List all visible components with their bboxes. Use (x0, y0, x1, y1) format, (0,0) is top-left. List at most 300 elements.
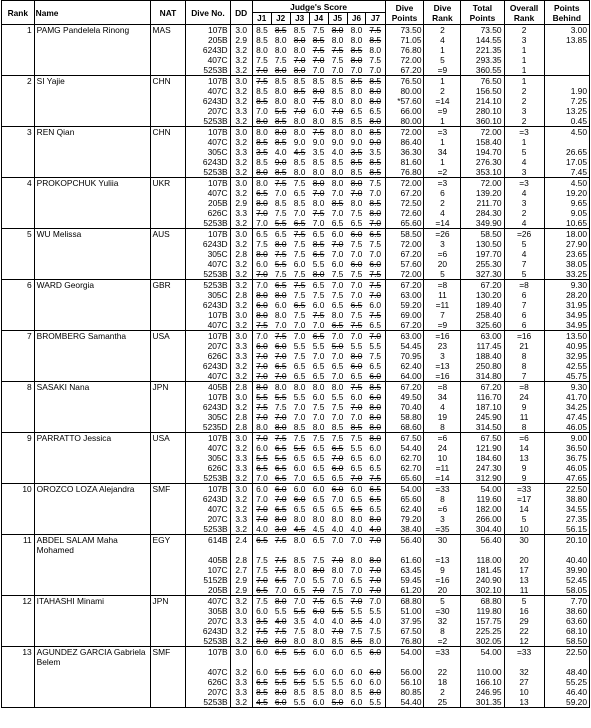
judge-score: 7.5 (293, 269, 306, 279)
athlete-name: SI Yajie (34, 76, 150, 87)
dive-row (2, 127, 590, 138)
dive-row (2, 514, 590, 524)
overall-rank: 2 (504, 25, 544, 36)
dive-row (2, 351, 590, 361)
dive-row (2, 463, 590, 473)
total-points: 349.90 (461, 218, 504, 229)
judge-score: 6.5 (252, 535, 271, 556)
judge-score: 7.0 (312, 55, 325, 65)
judge-score: 5.5 (274, 677, 287, 687)
dive-rank: =13 (424, 361, 461, 371)
points-behind: 47.65 (544, 473, 589, 484)
judge-score: 7.0 (256, 106, 268, 116)
points-behind: 3.00 (544, 25, 589, 36)
total-points: 225.25 (461, 626, 504, 636)
total-points: 116.70 (461, 392, 504, 402)
points-behind: 9.30 (544, 280, 589, 291)
dive-number: 407C (186, 504, 230, 514)
athlete-name-blank (34, 626, 150, 636)
dive-dd: 3.0 (230, 647, 252, 668)
total-points: 117.45 (461, 341, 504, 351)
dive-number: 6243D (186, 239, 230, 249)
judge-score: 4.5 (312, 524, 325, 534)
dive-points: 68.60 (385, 422, 424, 433)
judge-score: 6.5 (350, 575, 363, 585)
judge-score: 6.5 (331, 504, 344, 514)
overall-rank: 9 (504, 402, 544, 412)
dive-number: 107B (186, 127, 230, 138)
judge-score: 4.0 (366, 616, 385, 626)
judge-score: 6.5 (350, 371, 363, 381)
athlete-rank: 9 (2, 433, 35, 444)
athlete-nat-blank (150, 218, 186, 229)
judge-score: 6.0 (256, 341, 268, 351)
results-table (1, 0, 590, 708)
points-behind: 36.50 (544, 443, 589, 453)
total-points: 181.45 (461, 565, 504, 575)
judge-score: 7.5 (290, 433, 309, 444)
dive-number: 305C (186, 147, 230, 157)
athlete-rank-blank (2, 463, 35, 473)
judge-score: 8.0 (366, 116, 385, 127)
judge-score: 7.0 (290, 596, 309, 607)
judge-score: 7.5 (312, 290, 325, 300)
dive-row (2, 96, 590, 106)
judge-score: 7.0 (256, 473, 268, 483)
dive-points: 59.20 (385, 300, 424, 310)
judge-score: 7.0 (347, 280, 366, 291)
dive-dd: 3.3 (230, 677, 252, 687)
points-behind: 31.95 (544, 300, 589, 310)
athlete-nat-blank (150, 86, 186, 96)
points-behind: 46.40 (544, 687, 589, 697)
judge-score: 8.5 (271, 76, 290, 87)
judge-score: 5.5 (293, 341, 306, 351)
points-behind: 52.45 (544, 575, 589, 585)
judge-score: 8.0 (312, 198, 325, 208)
judge-score: 7.5 (347, 382, 366, 393)
judge-score: 6.5 (256, 188, 268, 198)
points-behind: 38.80 (544, 494, 589, 504)
athlete-nat-blank (150, 575, 186, 585)
points-behind: 4.50 (544, 178, 589, 189)
athlete-nat-blank (150, 300, 186, 310)
overall-rank: 7 (504, 259, 544, 269)
dive-row (2, 402, 590, 412)
name-header: Name (34, 1, 150, 25)
athlete-name-blank (34, 290, 150, 300)
total-points: 302.05 (461, 636, 504, 647)
overall-rank: 5 (504, 514, 544, 524)
dive-rank: 18 (424, 677, 461, 687)
athlete-nat-blank (150, 96, 186, 106)
athlete-name-blank (34, 320, 150, 331)
judge-score: 7.0 (331, 65, 344, 75)
total-points: 304.40 (461, 524, 504, 535)
judge-score: 7.0 (328, 280, 347, 291)
dive-row (2, 443, 590, 453)
overall-rank: 13 (504, 575, 544, 585)
judge-score: 7.0 (293, 402, 306, 412)
athlete-rank-blank (2, 677, 35, 687)
dive-rank: 30 (424, 535, 461, 556)
athlete-name-blank (34, 351, 150, 361)
judge-score: 7.0 (293, 320, 306, 330)
dive-number: 626C (186, 351, 230, 361)
dive-rank: =14 (424, 473, 461, 484)
overall-rank: 1 (504, 55, 544, 65)
judge-score: 6.5 (366, 229, 385, 240)
judge-score: 7.5 (366, 178, 385, 189)
dive-row (2, 677, 590, 687)
overall-rank: 3 (504, 198, 544, 208)
judge-score: 8.0 (256, 422, 268, 432)
judge-score: 8.0 (331, 687, 344, 697)
judge-score: 7.0 (256, 208, 268, 218)
dive-rank: 5 (424, 55, 461, 65)
judge-score: 7.5 (271, 433, 290, 444)
judge-score: 6.0 (331, 667, 344, 677)
athlete-name: PROKOPCHUK Yuliia (34, 178, 150, 189)
dive-points: 64.00 (385, 371, 424, 382)
judge-score: 7.0 (331, 575, 344, 585)
athlete-nat-blank (150, 188, 186, 198)
total-points: 302.10 (461, 585, 504, 596)
judge-score: 8.0 (350, 35, 363, 45)
judge-score: 5.5 (274, 218, 287, 228)
dive-rank: 5 (424, 596, 461, 607)
judge-score: 8.0 (331, 96, 344, 106)
judge-score: 7.0 (331, 249, 344, 259)
dive-number: 107B (186, 178, 230, 189)
total-points: 250.80 (461, 361, 504, 371)
athlete-rank: 11 (2, 535, 35, 556)
athlete-name-blank (34, 555, 150, 565)
points-behind: 7.25 (544, 96, 589, 106)
overall-rank: 24 (504, 392, 544, 402)
athlete-rank-blank (2, 565, 35, 575)
judge-score: 6.5 (293, 188, 306, 198)
dive-number: 5152B (186, 575, 230, 585)
judge-score: 6.0 (256, 667, 268, 677)
judge-score: 7.0 (328, 535, 347, 556)
total-points: 327.30 (461, 269, 504, 280)
judge-score: 7.5 (366, 280, 385, 291)
total-points: 280.10 (461, 106, 504, 116)
judge-score: 7.0 (256, 514, 268, 524)
judge-score: 6.5 (293, 371, 306, 381)
overall-rank: 32 (504, 667, 544, 677)
judge-score: 8.5 (331, 198, 344, 208)
athlete-rank-blank (2, 626, 35, 636)
athlete-name-blank (34, 402, 150, 412)
dive-row (2, 494, 590, 504)
judge-score: 7.0 (252, 331, 271, 342)
judge-score: 7.0 (256, 218, 268, 228)
overall-rank: 4 (504, 188, 544, 198)
judge-score: 8.5 (366, 76, 385, 87)
judge-score: 8.0 (350, 351, 363, 361)
dive-number: 626C (186, 208, 230, 218)
judge-score: 6.5 (312, 371, 325, 381)
dive-rank: =33 (424, 647, 461, 668)
points-behind (544, 65, 589, 76)
judge-score: 7.5 (366, 310, 385, 320)
judge-score: 6.5 (256, 677, 268, 687)
dive-row (2, 25, 590, 36)
points-behind: 58.05 (544, 585, 589, 596)
dive-points: *57.60 (385, 96, 424, 106)
judge-score: 8.0 (293, 514, 306, 524)
dive-number: 5253B (186, 473, 230, 484)
judge-score: 8.5 (350, 167, 363, 177)
dive-dd: 3.2 (230, 259, 252, 269)
judge-score: 6.0 (350, 259, 363, 269)
athlete-nat: UKR (150, 178, 186, 189)
points-behind: 38.60 (544, 606, 589, 616)
judge-score: 7.0 (256, 351, 268, 361)
total-points: 158.40 (461, 137, 504, 147)
dive-dd: 3.2 (230, 239, 252, 249)
judge-score: 7.0 (366, 575, 385, 585)
points-behind: 27.90 (544, 239, 589, 249)
judge-score: 6.0 (350, 667, 363, 677)
dive-row (2, 453, 590, 463)
dive-points: 36.30 (385, 147, 424, 157)
judge-score: 5.5 (312, 259, 325, 269)
points-behind: 19.20 (544, 188, 589, 198)
dive-rank: 1 (424, 157, 461, 167)
athlete-nat-blank (150, 320, 186, 331)
judge-score: 6.0 (274, 341, 287, 351)
dive-points: 56.10 (385, 677, 424, 687)
total-points: 130.20 (461, 290, 504, 300)
judge-score: 7.5 (293, 239, 306, 249)
judge-score: 3.5 (312, 147, 325, 157)
judge-score: 5.5 (274, 259, 287, 269)
judge-score: 6.5 (309, 535, 328, 556)
dive-rank: =30 (424, 606, 461, 616)
judge-score: 7.5 (252, 596, 271, 607)
judge-score: 8.0 (252, 127, 271, 138)
judge-score: 6.5 (293, 218, 306, 228)
athlete-nat-blank (150, 239, 186, 249)
points-behind: 48.40 (544, 667, 589, 677)
dive-points: 71.05 (385, 35, 424, 45)
points-behind: 13.25 (544, 106, 589, 116)
total-points: 72.00 (461, 178, 504, 189)
judge-score: 7.0 (274, 412, 287, 422)
judge-score: 7.0 (366, 290, 385, 300)
dive-dd: 3.2 (230, 55, 252, 65)
total-points: 56.40 (461, 535, 504, 556)
athlete-name-blank (34, 137, 150, 147)
dive-no-header: Dive No. (186, 1, 230, 25)
total-points: 266.00 (461, 514, 504, 524)
dive-dd: 3.3 (230, 463, 252, 473)
judge-score: 6.0 (252, 647, 271, 668)
judge-score: 7.0 (350, 290, 363, 300)
dive-row (2, 647, 590, 668)
total-points: 247.30 (461, 463, 504, 473)
athlete-nat-blank (150, 116, 186, 127)
athlete-nat-blank (150, 269, 186, 280)
overall-rank: 4 (504, 218, 544, 229)
judge-score: 7.0 (312, 412, 325, 422)
judge-score: 8.0 (309, 178, 328, 189)
dive-points: 61.60 (385, 555, 424, 565)
judge-score: 5.0 (328, 697, 347, 708)
judge-score: 6.0 (256, 259, 268, 269)
dive-points: 67.50 (385, 626, 424, 636)
athlete-name-blank (34, 514, 150, 524)
judge-score: 6.5 (312, 473, 325, 483)
dive-row (2, 198, 590, 208)
athlete-rank-blank (2, 208, 35, 218)
judge-score: 7.5 (256, 565, 268, 575)
judge-score: 7.5 (293, 290, 306, 300)
athlete-nat: EGY (150, 535, 186, 556)
judge-score: 8.5 (366, 167, 385, 178)
dive-number: 407C (186, 320, 230, 331)
judge-score: 7.5 (350, 320, 363, 330)
points-behind (544, 45, 589, 55)
judge-score: 8.0 (309, 382, 328, 393)
judge-score: 7.0 (256, 361, 268, 371)
nat-header: NAT (150, 1, 186, 25)
results-body (2, 25, 590, 708)
dive-dd: 3.3 (230, 616, 252, 626)
dive-points: 37.95 (385, 616, 424, 626)
judge-score: 7.0 (312, 351, 325, 361)
dive-points: 62.40 (385, 504, 424, 514)
dive-rank: =11 (424, 300, 461, 310)
athlete-rank-blank (2, 422, 35, 433)
overall-rank: 6 (504, 310, 544, 320)
judge-score: 8.0 (256, 310, 268, 320)
dive-row (2, 218, 590, 229)
judge-score: 6.5 (331, 443, 344, 453)
dive-rank: 11 (424, 290, 461, 300)
athlete-rank-blank (2, 106, 35, 116)
total-points: 119.80 (461, 606, 504, 616)
judge-score: 7.0 (347, 535, 366, 556)
judge-score: 6.5 (271, 229, 290, 240)
dive-dd: 2.8 (230, 422, 252, 433)
dive-row (2, 606, 590, 616)
dive-dd: 3.3 (230, 687, 252, 697)
athlete-name: PAMG Pandelela Rinong (34, 25, 150, 36)
dive-points: 72.00 (385, 269, 424, 280)
judge-score: 8.5 (366, 157, 385, 167)
total-points: 188.40 (461, 351, 504, 361)
judge-score: 7.0 (347, 596, 366, 607)
judge-score: 7.0 (331, 494, 344, 504)
dive-dd: 2.8 (230, 412, 252, 422)
athlete-name: SASAKI Nana (34, 382, 150, 393)
athlete-nat-blank (150, 208, 186, 218)
judge-score: 8.0 (366, 412, 385, 422)
dive-row (2, 504, 590, 514)
judge-score: 6.5 (274, 361, 287, 371)
judge-score: 8.5 (293, 555, 306, 565)
judge-score: 6.0 (290, 484, 309, 495)
dive-dd: 3.0 (230, 127, 252, 138)
athlete-nat-blank (150, 677, 186, 687)
judge-score: 7.5 (347, 433, 366, 444)
athlete-name-blank (34, 310, 150, 320)
judge-score: 9.0 (366, 137, 385, 147)
judge-score: 7.0 (252, 280, 271, 291)
athlete-rank-blank (2, 575, 35, 585)
dive-number: 5253B (186, 697, 230, 708)
judge-score: 8.0 (328, 25, 347, 36)
dive-row (2, 382, 590, 393)
dive-rank: 19 (424, 412, 461, 422)
judge-score: 4.0 (256, 524, 268, 534)
total-points: 325.60 (461, 320, 504, 331)
athlete-name-blank (34, 198, 150, 208)
athlete-name-blank (34, 55, 150, 65)
dive-rank: =9 (424, 65, 461, 76)
dive-row (2, 249, 590, 259)
athlete-nat-blank (150, 606, 186, 616)
athlete-name-blank (34, 269, 150, 280)
dive-number: 5253B (186, 116, 230, 127)
athlete-name-blank (34, 65, 150, 76)
points-behind: 56.15 (544, 524, 589, 535)
dive-points: 76.80 (385, 636, 424, 647)
athlete-name-blank (34, 300, 150, 310)
athlete-name-blank (34, 147, 150, 157)
athlete-nat-blank (150, 687, 186, 697)
dive-rank: 32 (424, 616, 461, 626)
athlete-name-blank (34, 616, 150, 626)
judge-score: 7.5 (274, 269, 287, 279)
athlete-rank-blank (2, 310, 35, 320)
dive-dd: 2.8 (230, 249, 252, 259)
judge-score: 8.5 (293, 198, 306, 208)
judge-score: 7.5 (331, 290, 344, 300)
judge-score: 6.5 (312, 463, 325, 473)
judge-score: 7.5 (309, 25, 328, 36)
athlete-name-blank (34, 361, 150, 371)
dive-row (2, 55, 590, 65)
dive-dd: 3.2 (230, 636, 252, 647)
judge-score: 8.0 (366, 555, 385, 565)
judge-score: 6.0 (312, 606, 325, 616)
judge-score: 8.5 (252, 25, 271, 36)
athlete-rank-blank (2, 45, 35, 55)
judge-score: 6.0 (309, 484, 328, 495)
athlete-nat: CHN (150, 76, 186, 87)
athlete-rank-blank (2, 697, 35, 708)
judge-score: 7.5 (366, 269, 385, 280)
dive-dd: 3.2 (230, 371, 252, 382)
dive-rank: =16 (424, 371, 461, 382)
athlete-rank-blank (2, 585, 35, 596)
judge-score: 7.0 (274, 371, 287, 381)
judge-score: 9.0 (331, 137, 344, 147)
dive-rank: =8 (424, 280, 461, 291)
athlete-rank-blank (2, 167, 35, 178)
total-points: 246.95 (461, 687, 504, 697)
dive-row (2, 535, 590, 556)
judges-score-header: Judge's Score (252, 1, 385, 13)
judge-score: 8.5 (256, 96, 268, 106)
athlete-rank-blank (2, 351, 35, 361)
dive-number: 207C (186, 514, 230, 524)
